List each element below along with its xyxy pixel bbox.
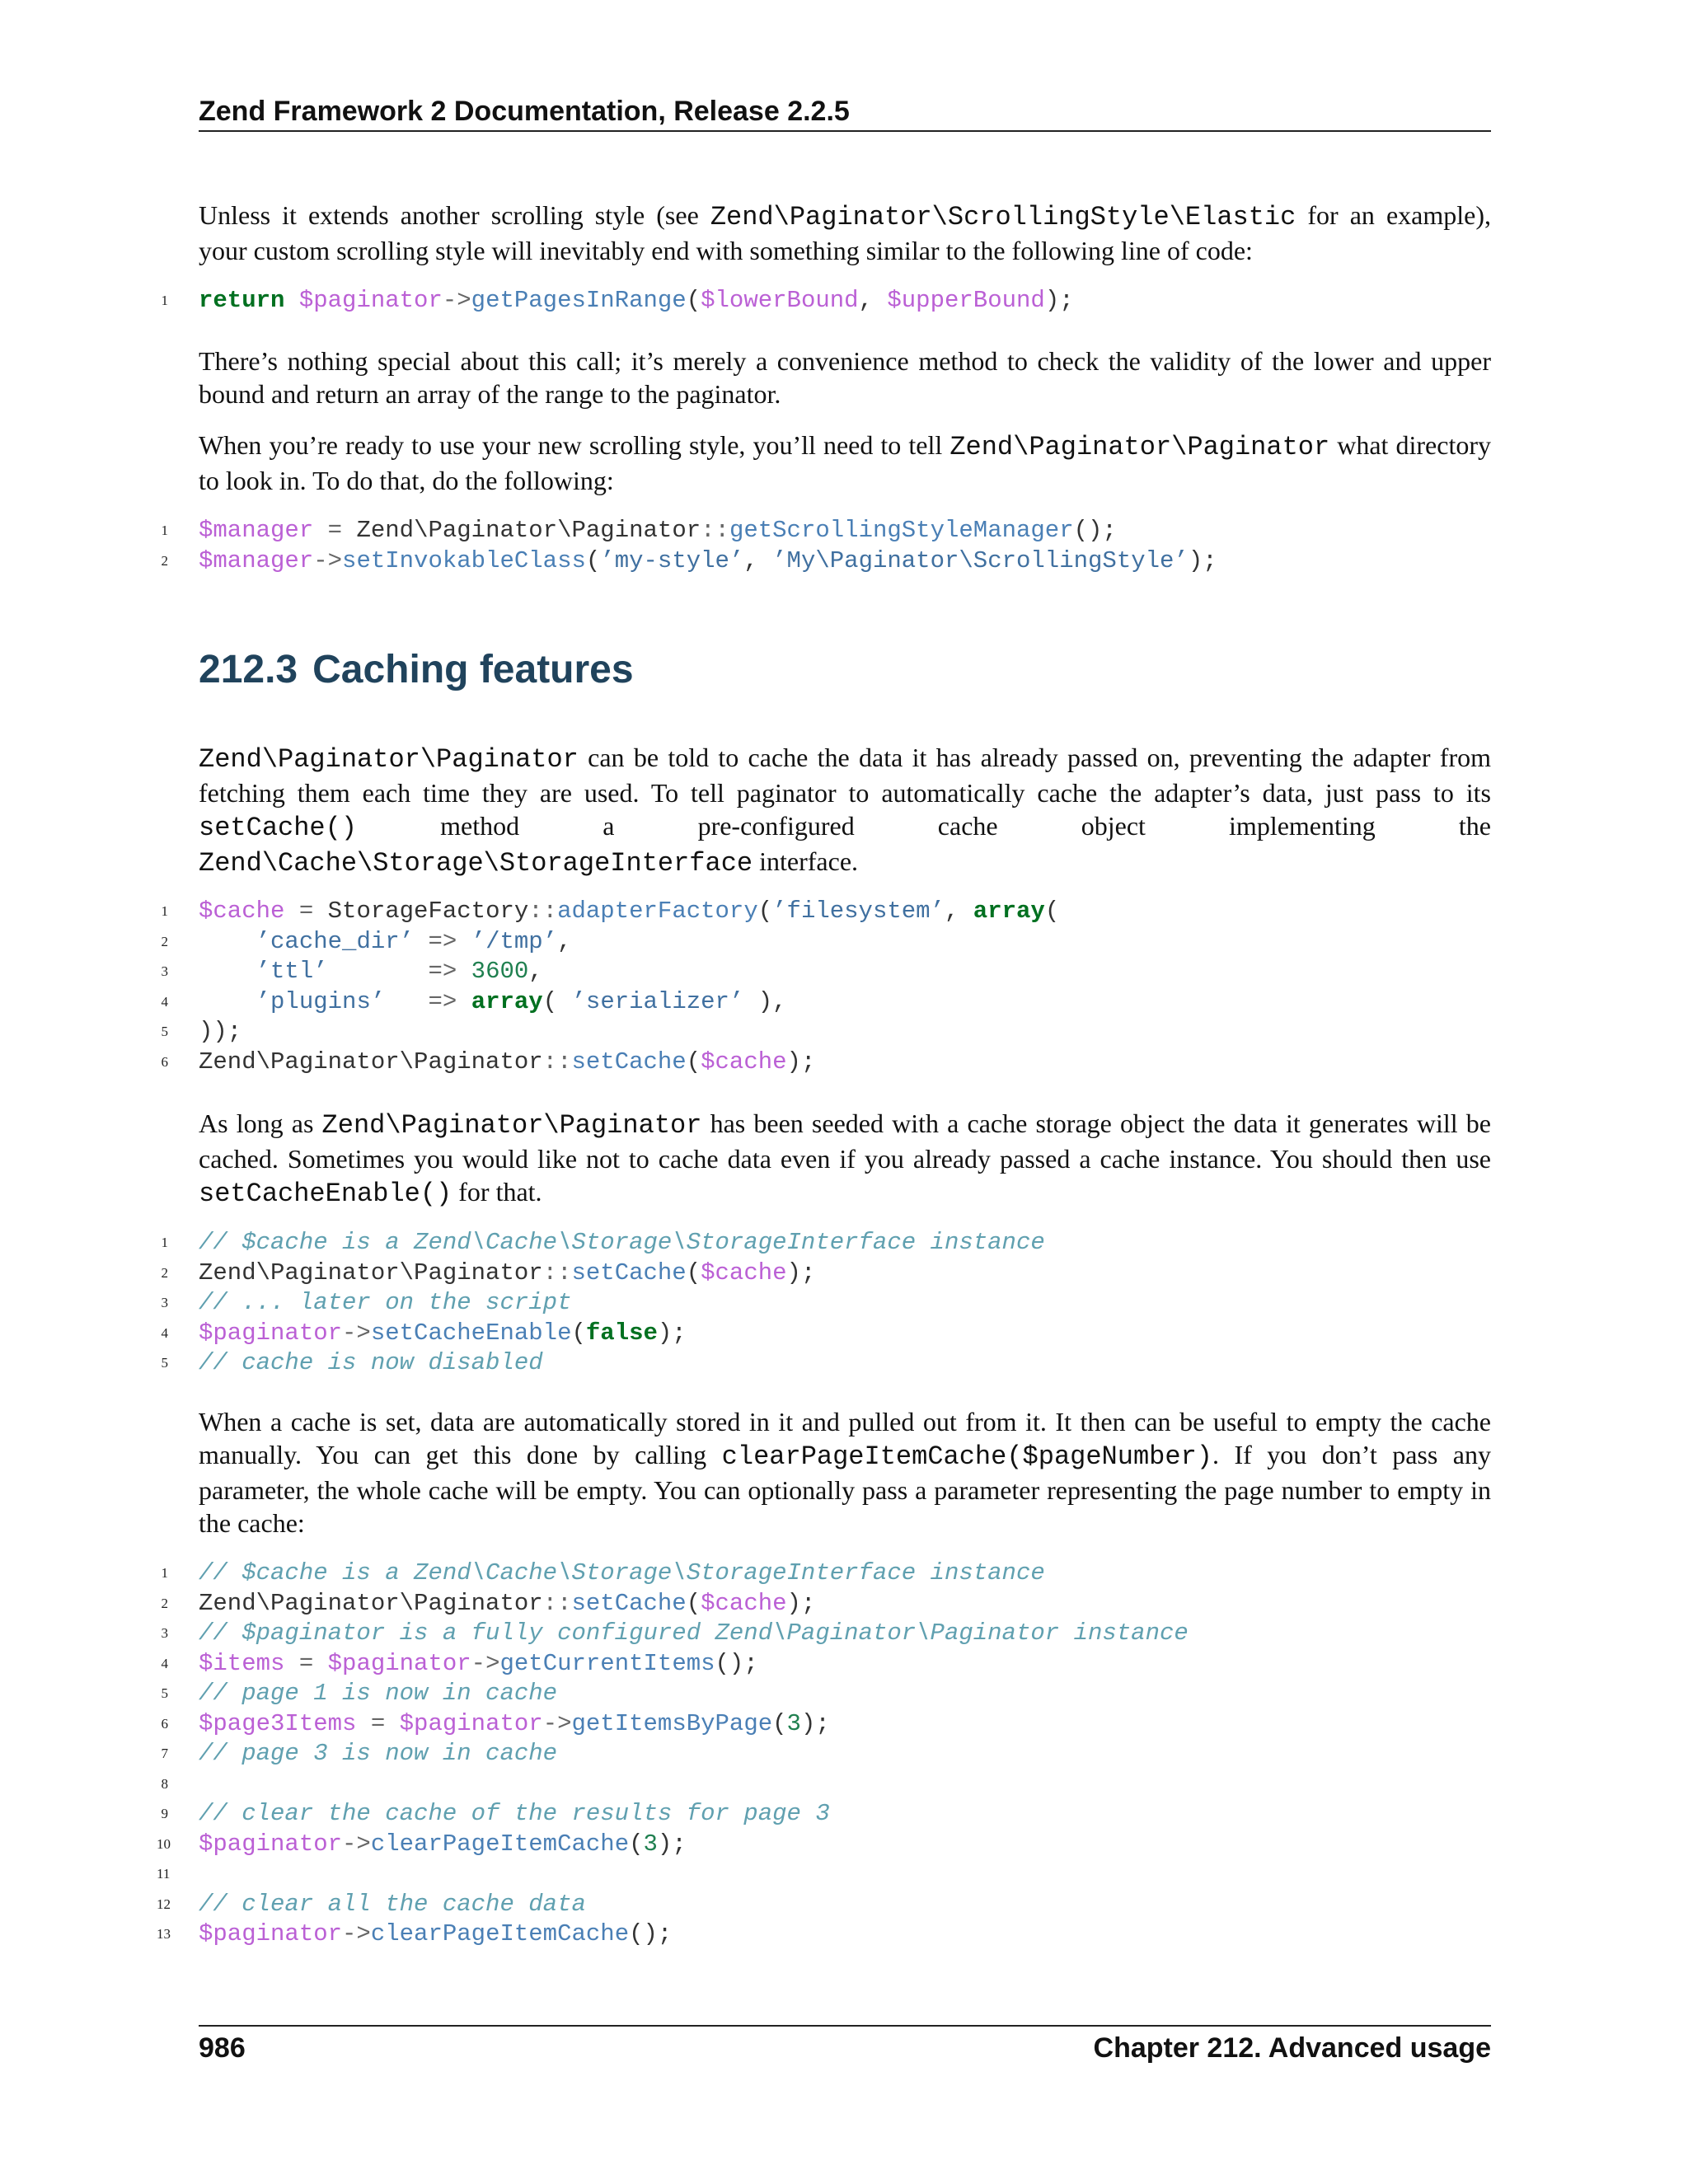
code-token: ::	[701, 517, 729, 544]
header-title: Zend Framework 2 Documentation, Release 2.2.5	[199, 96, 850, 127]
code-comment: // page 3 is now in cache	[199, 1740, 558, 1767]
line-number: 1	[161, 1235, 168, 1250]
text: As long as	[199, 1108, 322, 1138]
code-line	[0, 957, 1688, 987]
code-token: StorageFactory	[327, 898, 529, 925]
code-token: setCache	[571, 1047, 687, 1076]
code-token: $paginator	[199, 1319, 343, 1347]
code-text	[199, 1799, 830, 1829]
code-line	[0, 516, 1688, 546]
code-token: $paginator	[199, 1830, 343, 1858]
paragraph-clear-cache	[199, 1405, 1491, 1540]
code-token: clearPageItemCache	[370, 1920, 630, 1947]
code-comment: // cache is now disabled	[199, 1349, 543, 1376]
code-token: ::	[542, 1047, 572, 1076]
code-text	[199, 987, 787, 1017]
code-token: getCurrentItems	[499, 1649, 715, 1677]
code-comment: // $paginator is a fully configured Zend\Paginator\Paginator instance	[199, 1619, 1189, 1647]
inline-code: setCacheEnable()	[199, 1179, 452, 1209]
code-text	[199, 1619, 1189, 1648]
line-number: 3	[161, 1295, 168, 1310]
code-line	[0, 1830, 1688, 1860]
code-line	[0, 1890, 1688, 1920]
code-token: (	[686, 1258, 701, 1286]
code-token: ,	[528, 958, 543, 985]
code-text	[199, 286, 1074, 316]
code-token: $page3Items	[199, 1709, 357, 1737]
code-token: ->	[342, 1920, 371, 1947]
text: interface.	[753, 846, 859, 876]
text: There’s nothing special about this call; it’s merely a convenience method to check the validity of the lower and upper bound and return an array of the range to the paginator.	[199, 346, 1491, 409]
text: for that.	[452, 1177, 542, 1207]
line-number: 2	[161, 1595, 168, 1611]
code-text	[199, 1739, 557, 1769]
code-token: ->	[342, 1319, 371, 1347]
text: When you’re ready to use your new scrolling style, you’ll need to tell	[199, 430, 950, 460]
code-token: $upperBound	[887, 287, 1045, 314]
code-text	[199, 1679, 557, 1708]
code-line	[0, 1017, 1688, 1047]
code-token: $paginator	[327, 1649, 471, 1677]
code-text	[199, 1709, 830, 1739]
code-text	[199, 546, 1217, 576]
text: can be told to cache the data it has already passed on, preventing the adapter from fetching them each time they are used. To tell paginator to automatically cache the adapter’s data, just pass to its	[199, 743, 1491, 808]
line-number: 1	[161, 293, 168, 308]
code-token: =>	[327, 958, 471, 985]
line-number: 4	[161, 1655, 168, 1671]
code-token: setCache	[571, 1258, 687, 1286]
code-token: setCacheEnable	[370, 1319, 572, 1347]
line-number: 5	[161, 1024, 168, 1039]
code-token: clearPageItemCache	[370, 1830, 630, 1858]
code-token	[199, 928, 256, 955]
code-token: ();	[715, 1649, 758, 1677]
code-token: =	[313, 517, 357, 544]
code-block-manager	[0, 516, 1688, 576]
code-token: ::	[542, 1258, 572, 1286]
code-token: getItemsByPage	[571, 1709, 773, 1737]
code-comment: // $cache is a Zend\Cache\Storage\StorageInterface instance	[199, 1229, 1045, 1256]
code-token: Zend\Paginator\Paginator	[199, 1589, 543, 1617]
code-line	[0, 1288, 1688, 1319]
inline-code: Zend\Cache\Storage\StorageInterface	[199, 848, 753, 879]
code-token: (	[686, 1589, 701, 1617]
page-number: 986	[199, 2032, 246, 2064]
code-token	[199, 988, 256, 1015]
code-token: $items	[199, 1649, 285, 1677]
code-token: );	[786, 1258, 816, 1286]
code-token: ’/tmp’	[471, 927, 558, 955]
code-token: ,	[858, 287, 888, 314]
code-token: setCache	[571, 1589, 687, 1617]
code-token: $cache	[701, 1258, 787, 1286]
code-line	[0, 897, 1688, 927]
code-block-cache-enable	[0, 1228, 1688, 1379]
code-token: Zend\Paginator\Paginator	[199, 1047, 543, 1076]
code-token: ,	[944, 898, 973, 925]
code-token: =	[356, 1709, 400, 1737]
code-token: $paginator	[199, 1920, 343, 1947]
code-token: Zend\Paginator\Paginator	[356, 517, 701, 544]
code-text	[199, 1558, 1045, 1588]
code-token: $lowerBound	[701, 287, 859, 314]
code-line	[0, 1739, 1688, 1769]
code-token: ();	[629, 1920, 673, 1947]
code-token: adapterFactory	[557, 898, 758, 925]
code-text	[199, 1047, 815, 1077]
code-line	[0, 1047, 1688, 1078]
code-text	[199, 1919, 672, 1949]
line-number: 3	[161, 963, 168, 979]
code-token: ’serializer’	[571, 987, 744, 1015]
code-text	[199, 1017, 241, 1047]
inline-code: Zend\Paginator\Paginator	[321, 1110, 702, 1141]
code-token: (	[1044, 898, 1060, 925]
inline-code: setCache()	[199, 813, 358, 843]
line-number: 9	[161, 1806, 168, 1821]
line-number: 5	[161, 1355, 168, 1371]
line-number: 2	[161, 933, 168, 949]
code-token: $cache	[701, 1047, 787, 1076]
code-token: =	[284, 898, 328, 925]
section-title: Caching features	[312, 648, 634, 691]
code-token: =>	[414, 927, 471, 955]
line-number: 5	[161, 1685, 168, 1701]
code-token: 3	[786, 1709, 801, 1737]
code-token: $paginator	[298, 287, 443, 314]
code-token: $manager	[199, 546, 314, 574]
code-token: ();	[1073, 517, 1117, 544]
code-token: (	[686, 287, 701, 314]
code-token: );	[1188, 546, 1217, 574]
text: method a pre-configured cache object implementing the	[357, 811, 1491, 841]
line-number: 4	[161, 1324, 168, 1341]
code-token: ));	[199, 1018, 242, 1045]
text: Unless it extends another scrolling style (see	[199, 200, 710, 230]
code-line	[0, 1799, 1688, 1830]
code-comment: // $cache is a Zend\Cache\Storage\StorageInterface instance	[199, 1559, 1045, 1586]
text: When a cache is set, data are automatically stored in it and pulled out from it. It then can be useful to empty the cache manually. You can get this done by calling	[199, 1407, 1491, 1469]
code-token: setInvokableClass	[342, 546, 586, 574]
code-token: );	[800, 1709, 830, 1737]
code-token: (	[629, 1830, 644, 1858]
code-line	[0, 1228, 1688, 1258]
text: . If you don’t pass any parameter, the whole cache will be empty. You can optionally pass a parameter representing the page number to empty in the cache:	[199, 1440, 1492, 1538]
code-text	[199, 1258, 815, 1288]
line-number: 7	[161, 1746, 168, 1761]
inline-code: Zend\Paginator\Paginator	[950, 432, 1330, 462]
code-token: );	[786, 1589, 816, 1617]
inline-code: Zend\Paginator\ScrollingStyle\Elastic	[710, 202, 1296, 232]
code-token: ’cache_dir’	[256, 927, 415, 955]
code-token	[284, 287, 298, 314]
code-token: ’My\Paginator\ScrollingStyle’	[772, 546, 1189, 574]
code-token: $cache	[199, 898, 285, 925]
section-number: 212.3	[199, 648, 298, 691]
code-token: ’filesystem’	[772, 898, 945, 925]
code-token: ->	[471, 1649, 500, 1677]
code-token: (	[757, 898, 773, 925]
code-text	[199, 957, 543, 987]
line-number: 2	[161, 1264, 168, 1281]
code-token: );	[786, 1047, 816, 1076]
code-block-return	[0, 286, 1688, 316]
line-number: 6	[161, 1053, 168, 1070]
code-text	[199, 927, 572, 957]
code-token: false	[585, 1319, 658, 1347]
paragraph-caching-intro	[199, 741, 1491, 880]
line-number: 2	[161, 552, 168, 569]
code-line	[0, 1348, 1688, 1379]
code-block-clear-cache	[0, 1558, 1688, 1950]
code-token: (	[772, 1709, 787, 1737]
running-header	[199, 92, 1491, 132]
code-token: getPagesInRange	[471, 287, 687, 314]
code-line	[0, 1319, 1688, 1349]
line-number: 1	[161, 1565, 168, 1581]
code-token: ->	[313, 546, 343, 574]
code-token: =	[284, 1649, 328, 1677]
code-token: ,	[743, 546, 773, 574]
line-number: 4	[161, 993, 168, 1010]
code-comment: // ... later on the script	[199, 1289, 572, 1316]
code-token: ->	[442, 287, 471, 314]
code-token: (	[542, 987, 572, 1015]
line-number: 13	[157, 1926, 171, 1942]
code-text	[199, 516, 1117, 546]
line-number: 3	[161, 1625, 168, 1641]
footer-rule	[199, 2025, 1491, 2027]
code-token: );	[1044, 287, 1074, 314]
code-text	[199, 1228, 1045, 1258]
code-token: ::	[542, 1589, 572, 1617]
code-token: (	[686, 1047, 701, 1076]
code-token: $paginator	[399, 1709, 543, 1737]
code-comment: // clear all the cache data	[199, 1890, 586, 1918]
line-number: 1	[161, 523, 168, 538]
code-token: $cache	[701, 1589, 787, 1617]
code-token: (	[571, 1319, 586, 1347]
line-number: 11	[157, 1866, 171, 1882]
code-token: ->	[542, 1709, 572, 1737]
code-text	[199, 1830, 687, 1859]
code-token: (	[585, 546, 601, 574]
code-token: );	[657, 1830, 687, 1858]
code-text	[199, 1319, 687, 1348]
code-token: 3600	[471, 958, 529, 985]
code-line	[0, 546, 1688, 577]
code-line	[0, 1919, 1688, 1950]
code-text	[199, 1649, 758, 1679]
code-token: ’my-style’	[600, 546, 744, 574]
paragraph-custom-scrolling-style	[199, 199, 1491, 267]
code-token: return	[199, 287, 285, 314]
code-text	[199, 1348, 543, 1378]
paragraph-convenience-method	[199, 344, 1491, 410]
paragraph-cache-enable	[199, 1107, 1491, 1211]
code-line	[0, 1558, 1688, 1589]
code-line	[0, 1769, 1688, 1800]
code-text	[199, 1589, 815, 1619]
code-token	[199, 958, 256, 985]
code-token: ),	[743, 987, 787, 1015]
code-line	[0, 1589, 1688, 1619]
text: for an example), your custom scrolling style will inevitably end with something similar to the following line of code:	[199, 200, 1492, 265]
line-number: 10	[157, 1835, 171, 1852]
code-token: Zend\Paginator\Paginator	[199, 1258, 543, 1286]
code-line	[0, 927, 1688, 958]
text: has been seeded with a cache storage object the data it generates will be cached. Sometimes you would like not to cache data even if you already passed a cache instance. You should then use	[199, 1108, 1492, 1174]
line-number: 12	[157, 1896, 171, 1912]
code-line	[0, 1709, 1688, 1740]
code-line	[0, 987, 1688, 1018]
code-token: array	[973, 898, 1045, 925]
code-token: ::	[528, 898, 558, 925]
code-line	[0, 1679, 1688, 1709]
code-comment: // page 1 is now in cache	[199, 1680, 558, 1707]
line-number: 1	[161, 903, 168, 919]
code-line	[0, 1258, 1688, 1289]
code-comment: // clear the cache of the results for page 3	[199, 1800, 830, 1827]
inline-code: Zend\Paginator\Paginator	[199, 744, 579, 775]
code-text	[199, 1890, 586, 1919]
code-text	[199, 1288, 571, 1318]
code-block-storage-factory	[0, 897, 1688, 1077]
inline-code: clearPageItemCache($pageNumber)	[721, 1441, 1212, 1472]
code-token: );	[657, 1319, 687, 1347]
code-token: 3	[643, 1830, 658, 1858]
paragraph-new-scrolling-style	[199, 429, 1491, 497]
chapter-title: Chapter 212. Advanced usage	[1093, 2032, 1491, 2064]
code-text	[199, 897, 1059, 926]
code-token: ,	[557, 927, 572, 955]
code-token: $manager	[199, 517, 314, 544]
code-line	[0, 1649, 1688, 1680]
code-line	[0, 1619, 1688, 1649]
code-token: array	[471, 987, 543, 1015]
code-token: ’plugins’	[256, 987, 386, 1015]
line-number: 8	[161, 1775, 168, 1792]
text: what directory to look in. To do that, do the following:	[199, 430, 1492, 495]
code-token: =>	[385, 987, 471, 1015]
code-token: ’ttl’	[256, 958, 328, 985]
code-line	[0, 286, 1688, 316]
code-token: getScrollingStyleManager	[729, 517, 1074, 544]
line-number: 6	[161, 1715, 168, 1732]
section-heading	[199, 645, 634, 695]
code-token: ->	[342, 1830, 371, 1858]
code-line	[0, 1859, 1688, 1890]
